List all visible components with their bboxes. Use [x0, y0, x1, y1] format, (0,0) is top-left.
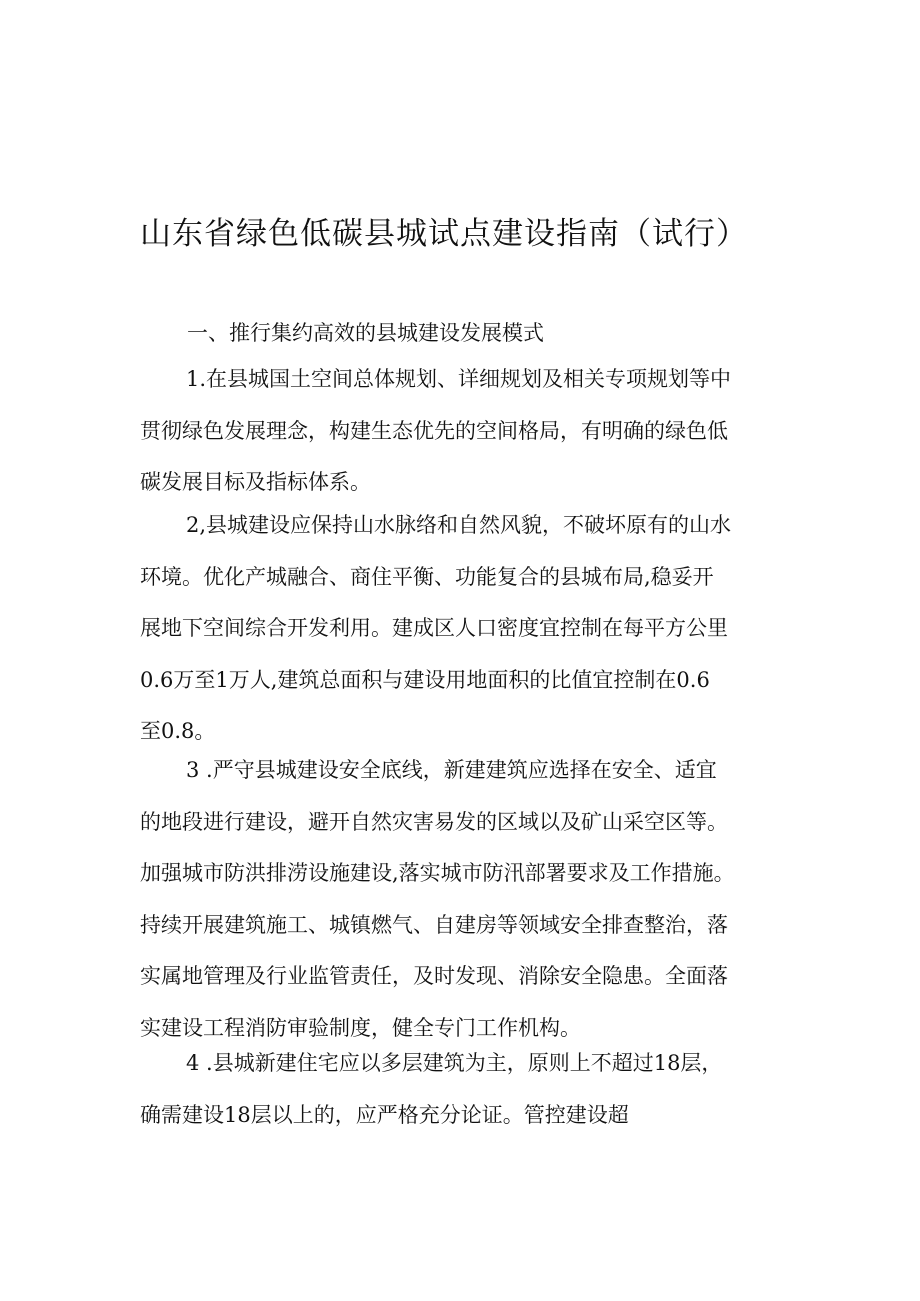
paragraph-line: 至0.8。: [140, 719, 216, 743]
paragraph-line: 3 .严守县城建设安全底线，新建建筑应选择在安全、适宜: [186, 758, 717, 782]
document-title: 山东省绿色低碳县城试点建设指南（试行）: [140, 216, 748, 252]
section-heading: 一、推行集约高效的县城建设发展模式: [187, 321, 544, 345]
paragraph-line: 的地段进行建设，避开自然灾害易发的区域以及矿山采空区等。: [140, 809, 728, 834]
paragraph-line: 贯彻绿色发展理念，构建生态优先的空间格局，有明确的绿色低: [140, 418, 728, 443]
paragraph-line: 确需建设18层以上的，应严格充分论证。管控建设超: [140, 1102, 629, 1127]
paragraph-4: [140, 1038, 790, 1141]
paragraph-line: 持续开展建筑施工、城镇燃气、自建房等领域安全排查整治，落: [140, 912, 728, 937]
paragraph-line: 1.在县城国土空间总体规划、详细规划及相关专项规划等中: [186, 367, 732, 391]
paragraph-line: 实建设工程消防审验制度，健全专门工作机构。: [140, 1015, 581, 1040]
paragraph-line: 4 .县城新建住宅应以多层建筑为主，原则上不超过18层，: [186, 1051, 723, 1075]
paragraph-line: 实属地管理及行业监管责任，及时发现、消除安全隐患。全面落: [140, 964, 728, 988]
paragraph-line: 加强城市防洪排涝设施建设,落实城市防汛部署要求及工作措施。: [140, 861, 735, 885]
paragraph-3: [140, 745, 790, 1054]
paragraph-line: 2,县城建设应保持山水脉络和自然风貌，不破坏原有的山水: [186, 513, 732, 537]
paragraph-line: 碳发展目标及指标体系。: [140, 470, 371, 494]
paragraph-2: [140, 500, 790, 758]
paragraph-line: 0.6万至1万人,建筑总面积与建设用地面积的比值宜控制在0.6: [140, 667, 710, 692]
paragraph-line: 展地下空间综合开发利用。建成区人口密度宜控制在每平方公里: [140, 616, 728, 640]
paragraph-line: 环境。优化产城融合、商住平衡、功能复合的县城布局,稳妥开: [140, 564, 714, 589]
paragraph-1: [140, 354, 790, 509]
